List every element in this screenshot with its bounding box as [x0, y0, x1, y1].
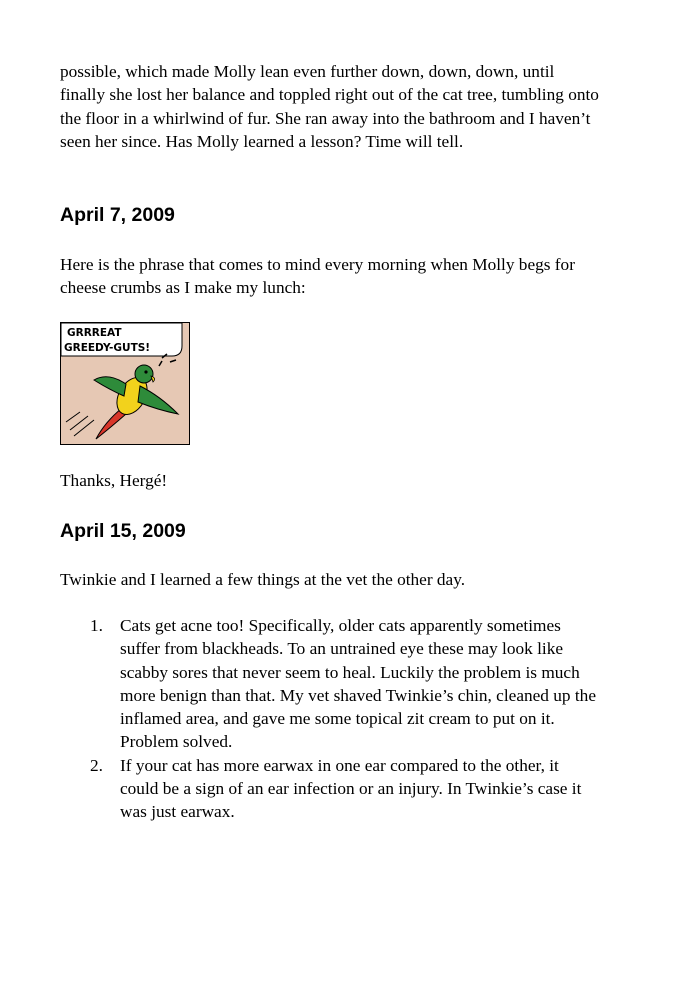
entry-intro-april-15: Twinkie and I learned a few things at the vet the other day. [60, 570, 466, 589]
list-item [60, 754, 600, 824]
continued-paragraph: possible, which made Molly lean even further down, down, down, until finally she lost her balance and toppled right out of the cat tree, tumbling onto the floor in a whirlwind of fur. She ran away into the bathroom and I haven’t seen her since. Has Molly learned a lesson? Time will tell. [60, 62, 599, 151]
vet-findings-list [60, 614, 600, 824]
entry-date-april-15: April 15, 2009 [60, 520, 186, 542]
list-item [60, 614, 600, 754]
list-item-text: Cats get acne too! Specifically, older cats apparently sometimes suffer from blackheads. To an untrained eye these may look like scabby sores that never seem to heal. Luckily the problem is much more benign than that. My vet shaved Twinkie’s chin, cleaned up the inflamed area, and gave me some topical zit cream to put on it. Problem solved. [120, 616, 596, 752]
comic-text-line-2: GREEDY-GUTS! [64, 342, 151, 354]
list-item-number: 2. [90, 755, 103, 775]
list-item-text: If your cat has more earwax in one ear compared to the other, it could be a sign of an ear infection or an injury. In Twinkie’s case it was just earwax. [120, 755, 582, 822]
list-item-number: 1. [90, 616, 103, 635]
entry-outro-april-7: Thanks, Hergé! [60, 471, 168, 490]
comic-text-line-1: GRRREAT [67, 327, 122, 339]
parrot-comic-illustration [60, 322, 190, 445]
comic-panel-image [60, 322, 190, 445]
entry-intro-april-7: Here is the phrase that comes to mind every morning when Molly begs for cheese crumbs as I make my lunch: [60, 255, 575, 298]
entry-date-april-7: April 7, 2009 [60, 204, 175, 226]
